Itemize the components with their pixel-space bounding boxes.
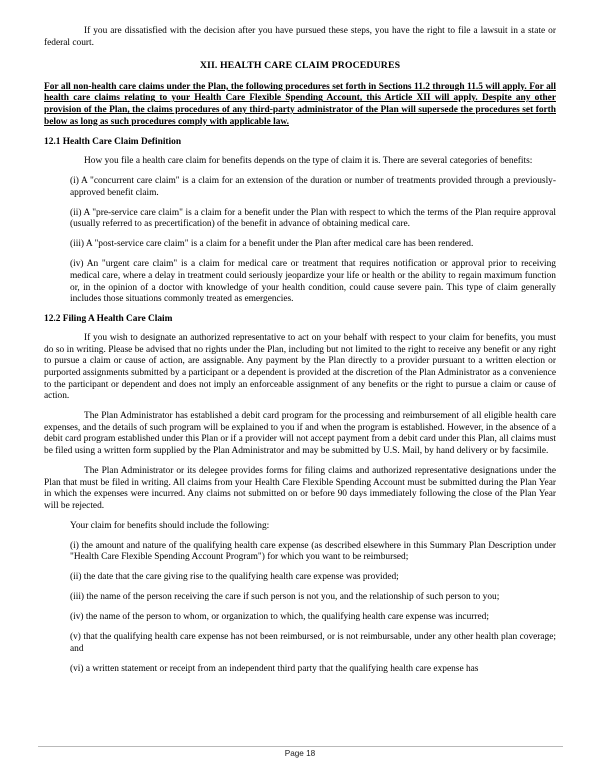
list-item: (iii) the name of the person receiving the care if such person is not you, and the relationship of such person to you;	[70, 592, 500, 603]
subsection-heading-12-1: 12.1 Health Care Claim Definition	[44, 137, 182, 148]
intro-paragraph: If you are dissatisfied with the decision after you have pursued these steps, you have the right to file a lawsuit in a state or federal court.	[44, 26, 556, 48]
claim-contents-intro: Your claim for benefits should include the following:	[70, 520, 270, 531]
list-item: (ii) the date that the care giving rise to the qualifying health care expense was provided;	[70, 572, 399, 583]
page-number: Page 18	[284, 749, 316, 758]
list-item: (ii) A "pre-service care claim" is a claim for a benefit under the Plan with respect to which the terms of the Plan require approval (usually referred to as precertification) of the benefit in advance of obtaining medical care.	[70, 207, 556, 230]
section-heading: XII. HEALTH CARE CLAIM PROCEDURES	[199, 60, 401, 72]
list-item: (v) that the qualifying health care expense has not been reimbursed, or is not reimbursable, under any other health plan coverage; and	[70, 632, 556, 654]
list-item: (iv) the name of the person to whom, or organization to which, the qualifying health care expense was incurred;	[70, 612, 489, 623]
list-item: (vi) a written statement or receipt from an independent third party that the qualifying health care expense has	[70, 663, 479, 674]
subsection-heading-12-2: 12.2 Filing A Health Care Claim	[44, 314, 173, 325]
subsection-12-1-intro: How you file a health care claim for benefits depends on the type of claim it is. There are several categories of benefits:	[84, 156, 533, 167]
emphasis-paragraph: For all non-health care claims under the Plan, the following procedures set forth in Sections 11.2 through 11.5 will apply. For all health care claims relating to your Health Care Flexible Spending Account, this Article XII will apply. Despite any other provision of the Plan, the claims procedures of any third-party administrator of the Plan will supersede the procedures set forth below as long as such procedures comply with applicable law.	[44, 81, 556, 127]
subsection-12-2-paragraph: The Plan Administrator has established a debit card program for the processing and reimbursement of all eligible health care expenses, and the details of such program will be explained to you if and when the program is established. However, in the absence of a debit card program established under this Plan or if a provider will not accept payment from a debit card under this Plan, all claims must be filed using a written form supplied by the Plan Administrator and may be submitted by U.S. Mail, by hand delivery or by facsimile.	[44, 411, 556, 456]
subsection-12-2-paragraph: The Plan Administrator or its delegee provides forms for filing claims and authorized representative designations under the Plan that must be filed in writing. All claims from your Health Care Flexible Spending Account must be submitted during the Plan Year in which the expenses were incurred. Any claims not submitted on or before 90 days immediately following the close of the Plan Year will be rejected.	[44, 465, 556, 511]
document-body	[44, 26, 556, 675]
list-item: (iv) An "urgent care claim" is a claim for medical care or treatment that requires notification or approval prior to receiving medical care, where a delay in treatment could seriously jeopardize your life or health or the ability to regain maximum function or, in the opinion of a doctor with knowledge of your health condition, could cause severe pain. This type of claim generally includes those situations commonly treated as emergencies.	[70, 259, 556, 305]
subsection-12-2-paragraph: If you wish to designate an authorized representative to act on your behalf with respect to your claim for benefits, you must do so in writing. Please be advised that no rights under the Plan, including but not limited to the right to receive any benefit or any right to pursue a claim or cause of action, are assignable. Any payment by the Plan directly to a provider pursuant to a written election or purported assignments submitted by a participant or a dependent is provided at the discretion of the Plan Administrator as a convenience to the participant or dependent and does not imply an enforceable assignment of any benefits or the right to pursue a claim or cause of action.	[44, 333, 556, 402]
list-item: (iii) A "post-service care claim" is a claim for a benefit under the Plan after medical care has been rendered.	[70, 239, 474, 250]
footer-divider	[38, 746, 563, 747]
list-item: (i) A "concurrent care claim" is a claim for an extension of the duration or number of treatments provided through a previously-approved benefit claim.	[70, 176, 556, 198]
list-item: (i) the amount and nature of the qualifying health care expense (as described elsewhere in this Summary Plan Description under "Health Care Flexible Spending Account Program") for which you want to be reimbursed;	[70, 540, 556, 563]
page-footer	[0, 740, 600, 776]
